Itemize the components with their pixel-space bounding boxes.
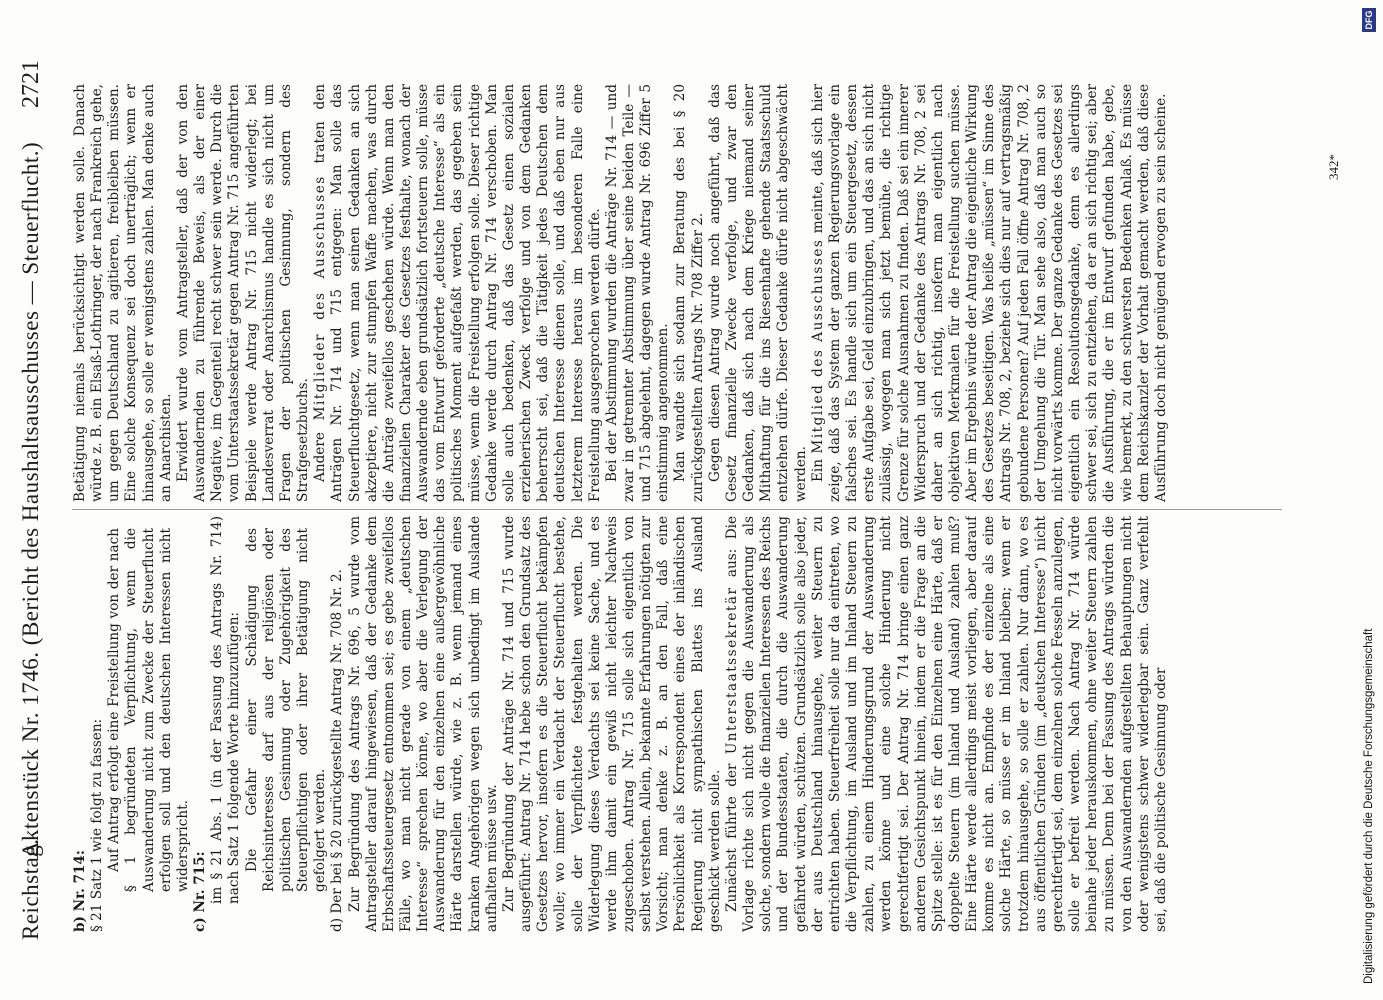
item-c-line: im § 21 Abs. 1 (in der Fassung des Antrags Nr. 714) nach Satz 1 folgende Worte hinzuzufügen: [209,516,243,904]
item-d-line: d) Der bei § 20 zurückgestellte Antrag Nr. 708 Nr. 2. [329,569,346,932]
sheet-mark: 342* [1326,154,1341,180]
header-left: Reichstag. [18,838,43,940]
paragraph: Gegen diesen Antrag wurde noch angeführt, daß das Gesetz finanzielle Zwecke verfolge, und zwar den Gedanken, daß sich nach dem Kriege niemand seiner Mithaftung für die ins Riesenhafte gehende Staatsschuld entziehen dürfe. Dieser Gedanke dürfe nicht abgeschwächt werden. [706,84,809,502]
speaker-label: Unterstaatssekretär [723,586,740,755]
text-run: Ein [809,453,826,482]
text-run: aus: Die Vorlage richte sich nicht gegen die Auswanderung als solche, sondern wolle die finanziellen Interessen des Reichs und der Bundesstaaten, die durch die Auswanderung gefährdet würden, schützen. Grundsätzlich solle also jeder, der aus Deutschland hinausgehe, weiter Steuern zu entrichten haben. Steuerfreiheit solle nur da eintreten, wo die Verpflichtung, im Ausland und im Inland Steuern zu zahlen, zu einem Hinderungsgrund der Auswanderung werden könne und eine solche Hinderung nicht gerechtfertigt sei. Der Antrag Nr. 714 bringe einen ganz anderen Gesichtspunkt hinein, indem er die Frage an die Spitze stelle: ist es für den Einzelnen eine Härte, daß er doppelte Steuern (im Inland und Ausland) zahlen muß? Eine Härte werde allerdings meist vorliegen, aber darauf komme es nicht an. Empfinde es der einzelne als eine solche Härte, so müsse er im Inland bleiben; wenn er trotzdem hinausgehe, so solle er zahlen. Nur dann, wo es aus öffentlichen Gründen (im „deutschen Interesse“) nicht gerechtfertigt sei, dem einzelnen solche Fesseln anzulegen, solle er befreit werden. Nach Antrag Nr. 714 würde beinahe jeder herauskommen, ohne weiter Steuern zahlen zu müssen. Denn bei der Fassung des Antrags würden die von den Auswandernden aufgestellten Behauptungen nicht oder wenigstens schwer widerlegbar sein. Ganz verfehlt sei, daß die politische Gesinnung oder [723,516,1169,932]
paragraph: Man wandte sich sodann zur Beratung des bei § 20 zurückgestellten Antrags Nr. 708 Ziffer 2. [672,84,706,502]
paragraph: Zur Begründung des Antrags Nr. 696, 5 wurde vom Antragsteller darauf hingewiesen, daß der Gedanke dem Erbschaftssteuergesetz entnommen sei; es gebe zweifellos Fälle, wo man nicht gerade von einem „deutschen Interesse“ sprechen könne, wo aber die Verlegung der Auswanderung für den einzelnen eine außergewöhnliche Härte darstellen würde, wie z. B. wenn jemand eines kranken Angehörigen wegen sich unbedingt im Auslande aufhalten müsse usw. [346,516,500,932]
digitization-bar [1357,0,1383,1000]
right-column [72,84,1272,502]
paragraph [312,84,604,502]
left-column [72,516,1272,932]
item-c-heading: c) Nr. 715: [192,851,209,932]
dfg-logo: DFG [1362,8,1376,32]
text-run: Zunächst führte der [723,754,740,912]
speaker-label: Mitglied des Ausschusses [809,238,826,454]
item-b-quote: Auf Antrag erfolgt eine Freistellung von der nach § 1 begründeten Verpflichtung, wenn die Auswanderung nicht zum Zwecke der Steuerflucht erfolgen soll und den deutschen Interessen nicht widerspricht. [106,528,191,892]
column-divider [72,509,1282,510]
item-b-line: § 21 Satz 1 wie folgt zu fassen: [89,718,106,932]
paragraph [810,84,1170,502]
digitization-note: Digitalisierung gefördert durch die Deutsche Forschungsgemeinschaft [1363,628,1375,984]
page-number: 2721 [18,60,44,108]
text-run: Andere [312,420,329,482]
item-b-heading: b) Nr. 714: [72,850,88,932]
header-title: Aktenstück Nr. 1746. (Bericht des Haushaltsausschusses — Steuerflucht.) [18,141,43,859]
paragraph: Betätigung niemals berücksichtigt werden solle. Danach würde z. B. ein Elsaß-Lothringer, der nach Frankreich gehe, um gegen Deutschland zu agitieren, freibleiben müssen. Eine solche Konsequenz sei doch unerträglich; wenn er hinausgehe, so solle er wenigstens zahlen. Man denke auch an Anarchisten. [72,84,174,502]
paragraph: Bei der Abstimmung wurden die Anträge Nr. 714 — und zwar in getrennter Abstimmung über seine beiden Teile — und 715 abgelehnt, dagegen wurde Antrag Nr. 696 Ziffer 5 einstimmig angenommen. [603,84,672,502]
speaker-label: Mitglieder des Ausschusses [312,175,329,421]
paragraph: Erwidert wurde vom Antragsteller, daß der von den Auswandernden zu führende Beweis, als der einer Negative, im Gegenteil recht schwer sein werde. Durch die vom Unterstaatssekretär gegen Antrag Nr. 715 angeführten Beispiele werde Antrag Nr. 715 nicht widerlegt; bei Landesverrat oder Anarchismus handle es sich nicht um Fragen der politischen Gesinnung, sondern des Strafgesetzbuchs. [174,84,312,502]
text-run: meinte, daß sich hier zeige, daß das System der ganzen Regierungsvorlage ein falsches sei. Es handle sich um ein Steuergesetz, dessen erste Aufgabe sei, Geld einzubringen, und das an sich nicht zulässig, wogegen man sich jetzt bemühe, die richtige Grenze für solche Ausnahmen zu finden. Daß sei ein innerer Widerspruch und der Gedanke des Antrags Nr. 708, 2 sei daher an sich richtig, insofern man eigentlich nach objektiven Merkmalen für die Freistellung suchen müsse. Aber im Ergebnis würde der Antrag die eigentliche Wirkung des Gesetzes beseitigen. Was heiße „müssen“ im Sinne des Antrags Nr. 708, 2, beziehe sich dies nur auf vertragsmäßig gebundene Personen? Auf jeden Fall öffne Antrag Nr. 708, 2 der Umgehung die Tür. Man sehe also, daß man auch so nicht vorwärts komme. Der ganze Gedanke des Gesetzes sei eigentlich ein Resolutionsgedanke, denn es allerdings schwer sei, sich zu entziehen, da er an sich richtig sei; aber die Ausführung, die er im Entwurf gefunden habe, gebe, wie bemerkt, zu den schwersten Bedenken Anlaß. Es müsse dem Reichskanzler der Vorhalt gemacht werden, daß diese Ausführung doch nicht genügend erwogen zu sein scheine. [809,84,1169,502]
text-run: traten den Anträgen Nr. 714 und 715 entgegen: Man solle das Steuerfluchtgesetz, wenn man seinen Gedanken an sich akzeptiere, nicht zur stumpfen Waffe machen, was durch die Anträge zweifellos geschehen würde. Wenn man den finanziellen Charakter des Gesetzes festhalte, wonach der Auswandernde eben grundsätzlich fortsteuern solle, müsse das vom Entwurf geforderte „deutsche Interesse“ als ein politisches Moment aufgefaßt werden, das gegeben sein müsse, wenn die Freistellung erfolgen solle. Dieser richtige Gedanke werde durch Antrag Nr. 714 verschoben. Man solle auch bedenken, daß das Gesetz einen sozialen erzieherischen Zweck verfolge und von dem Gedanken beherrscht sei, daß die Tätigkeit jedes Deutschen dem deutschen Interesse dienen solle, und daß eben nur aus letzterem Interesse heraus im besonderen Falle eine Freistellung ausgesprochen werden dürfe. [312,84,603,502]
paragraph [724,516,1170,932]
item-c-quote: Die Gefahr einer Schädigung des Reichsinteresses darf aus der religiösen oder politischen Gesinnung oder Zugehörigkeit des Steuerpflichtigen oder ihrer Betätigung nicht gefolgert werden. [243,528,329,892]
paragraph: Zur Begründung der Anträge Nr. 714 und 715 wurde ausgeführt: Antrag Nr. 714 hebe schon den Grundsatz des Gesetzes hervor, insofern es die Steuerflucht bekämpfen wolle; wo immer ein Verdacht der Steuerflucht bestehe, solle der Verpflichtete festgehalten werden. Die Widerlegung dieses Verdachts sei keine Sache, und es werde ihm damit ein gewiß nicht leichter Nachweis zugeschoben. Antrag Nr. 715 solle sich eigentlich von selbst verstehen. Allein, bekannte Erfahrungen nötigten zur Vorsicht; man denke z. B. an den Fall, daß eine Persönlichkeit als Korrespondent eines der inländischen Regierung nicht sympathischen Blattes ins Ausland geschickt werden solle. [500,516,723,932]
